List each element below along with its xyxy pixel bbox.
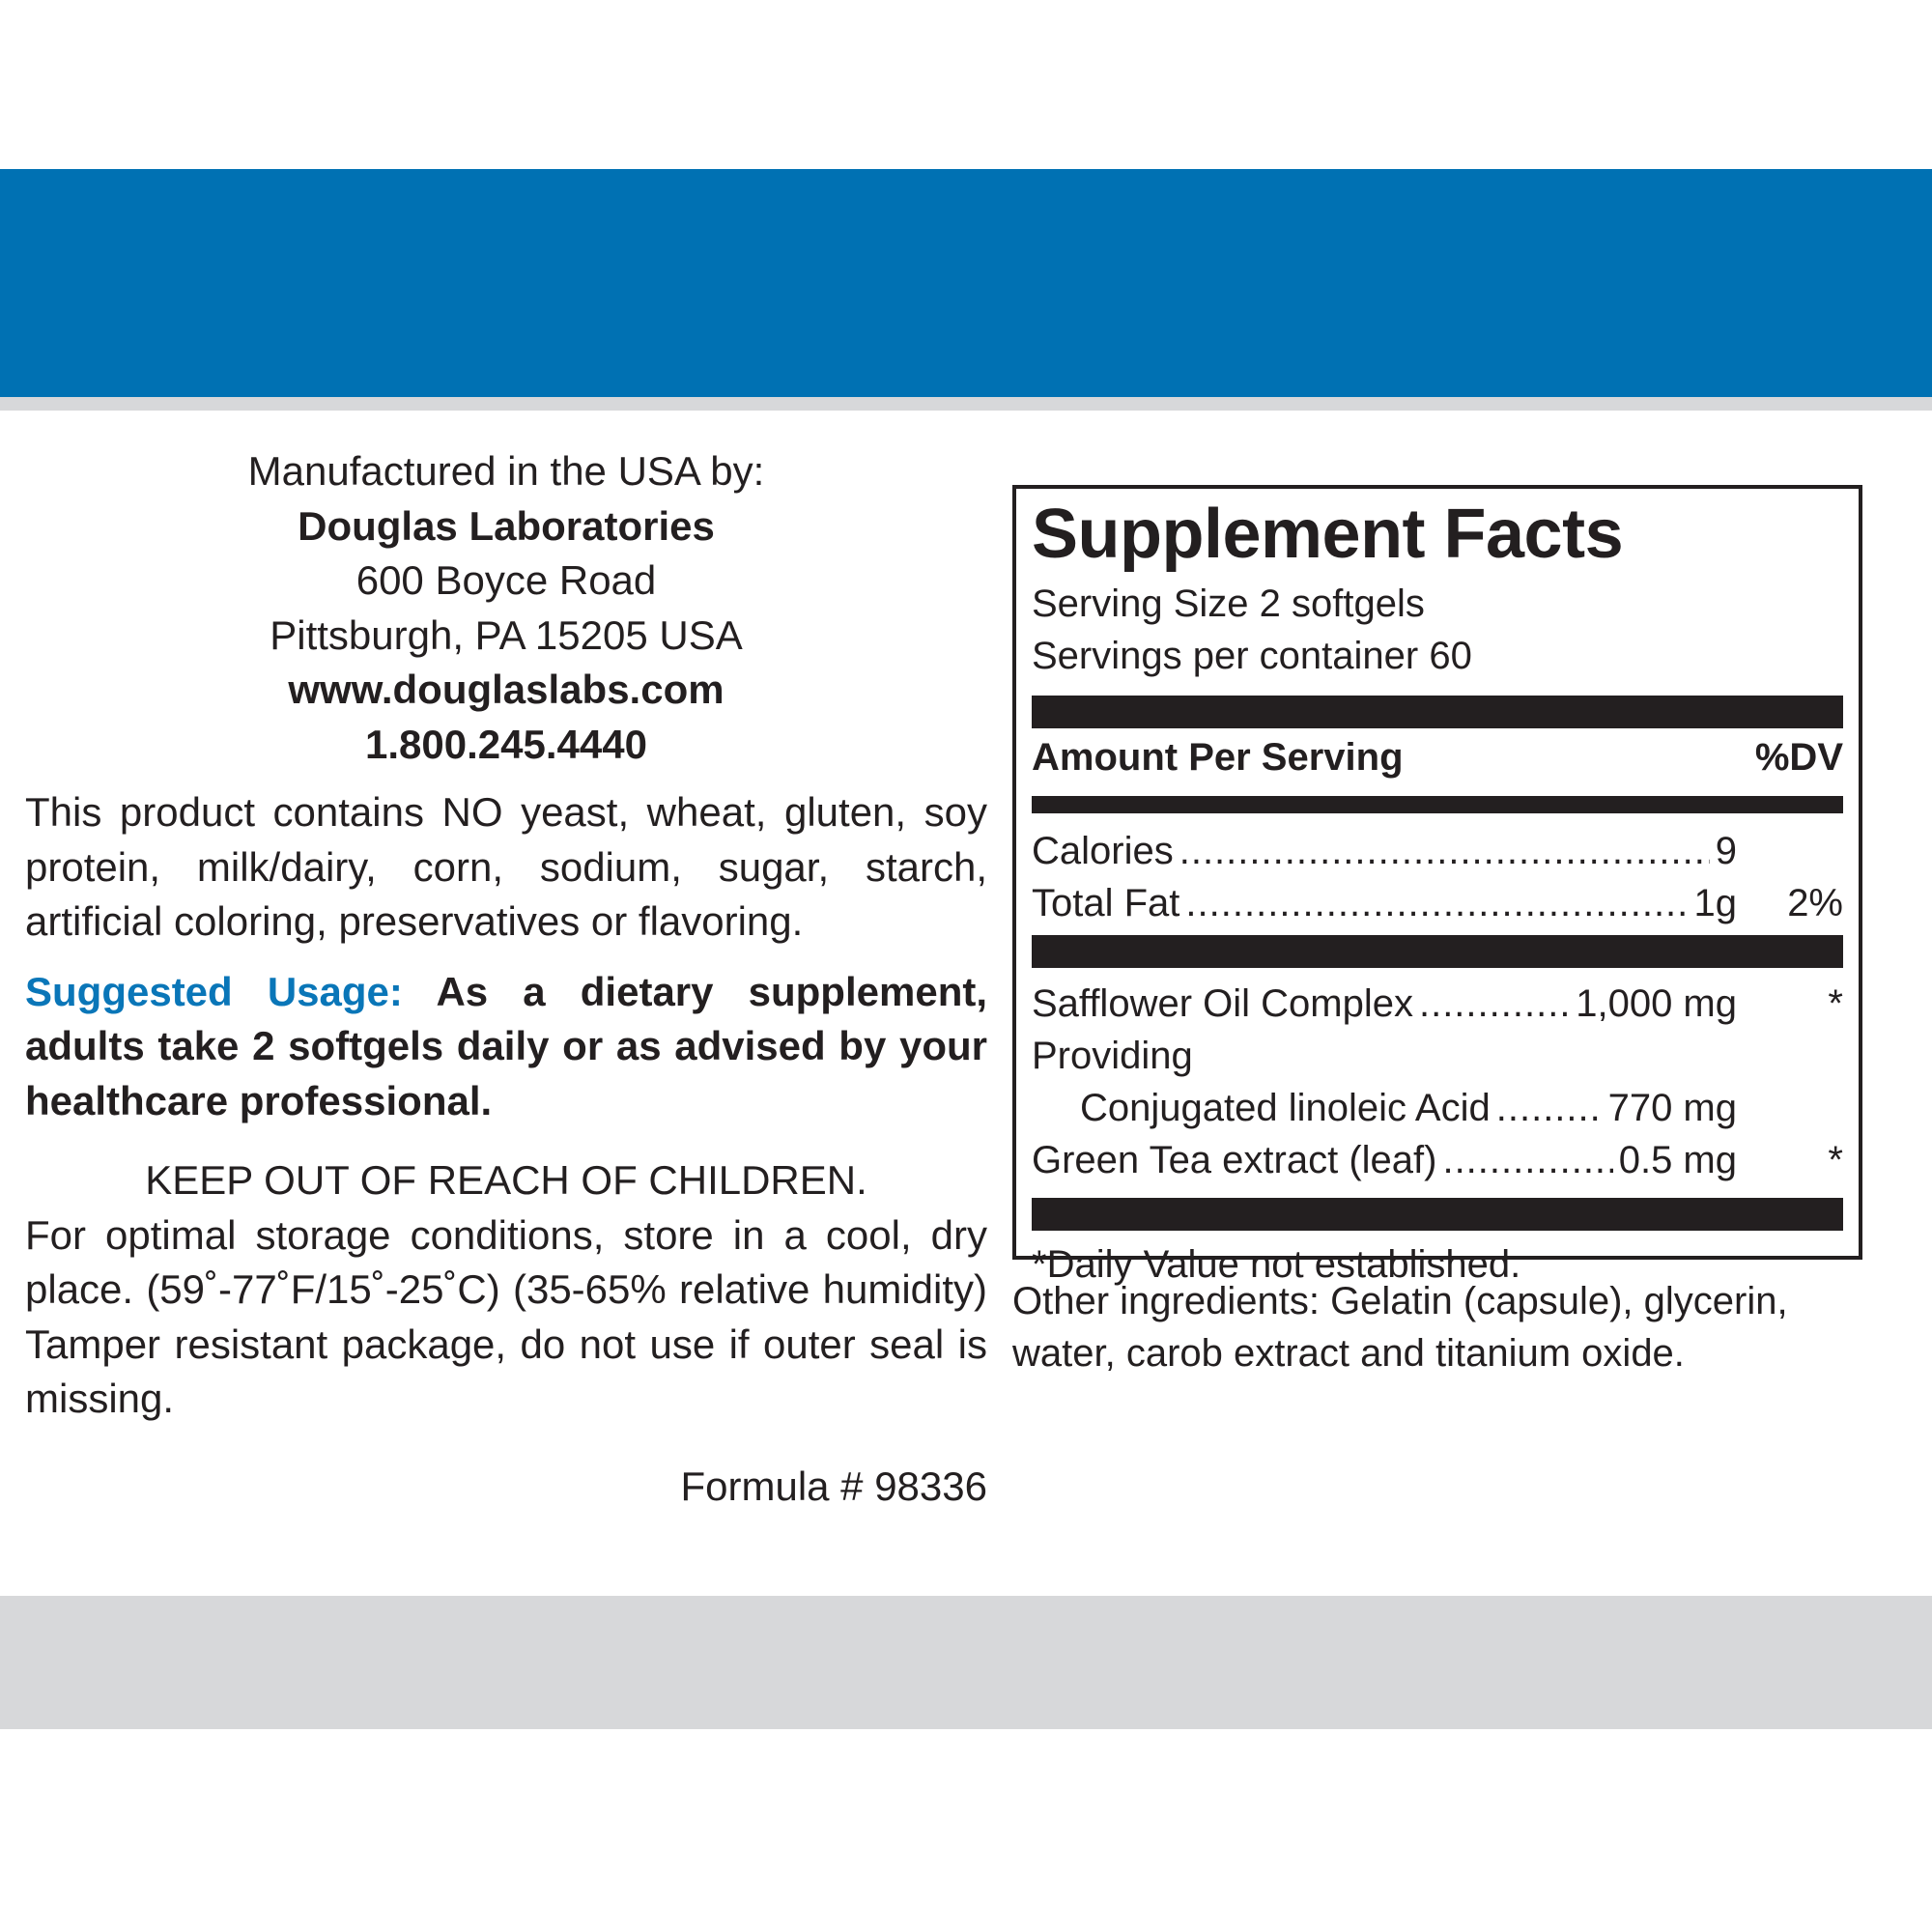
facts-divider-thick — [1032, 935, 1843, 968]
amount-per-serving-header — [1032, 728, 1843, 786]
leader-dots — [1442, 1134, 1612, 1186]
manufacturer-phone: 1.800.245.4440 — [365, 721, 647, 767]
storage-instructions: For optimal storage conditions, store in a cool, dry place. (59˚-77˚F/15˚-25˚C) (35-65% relative humidity) Tamper resistant package, do not use if outer seal is missing. — [25, 1211, 987, 1421]
facts-rows-bottom — [1032, 978, 1843, 1186]
facts-divider — [1032, 796, 1843, 813]
nutrient-amount: 9 — [1715, 830, 1737, 872]
nutrient-row — [1032, 877, 1843, 929]
nutrient-name: Providing — [1032, 1035, 1193, 1077]
serving-size: Serving Size 2 softgels — [1032, 582, 1425, 625]
contains-statement: This product contains NO yeast, wheat, gluten, soy protein, milk/dairy, corn, sodium, sugar, starch, artificial coloring, preservatives or flavoring. — [25, 789, 987, 944]
leader-dots — [1419, 978, 1570, 1030]
label-left-column — [25, 444, 987, 1514]
nutrient-row — [1032, 978, 1843, 1030]
suggested-usage — [25, 965, 987, 1129]
dv-header: %DV — [1754, 736, 1843, 779]
nutrient-row — [1032, 825, 1843, 877]
nutrient-name: Green Tea extract (leaf) — [1032, 1139, 1437, 1181]
grey-divider-strip — [0, 397, 1932, 411]
supplement-facts-panel — [1012, 485, 1862, 1286]
amount-header: Amount Per Serving — [1032, 736, 1404, 779]
nutrient-amount: 0.5 mg — [1618, 1139, 1737, 1181]
nutrient-row — [1032, 1134, 1843, 1186]
nutrient-name: Conjugated linoleic Acid — [1080, 1087, 1491, 1129]
leader-dots — [1185, 877, 1688, 929]
nutrient-dv: 2% — [1787, 882, 1843, 924]
manufacturer-address-line2: Pittsburgh, PA 15205 USA — [270, 611, 743, 658]
nutrient-row — [1032, 1082, 1843, 1134]
dv-footnote: *Daily Value not established. — [1032, 1243, 1521, 1286]
facts-title: Supplement Facts — [1032, 496, 1624, 573]
child-warning: KEEP OUT OF REACH OF CHILDREN. — [145, 1157, 867, 1203]
nutrient-dv: * — [1828, 982, 1843, 1025]
manufacturer-website: www.douglaslabs.com — [288, 667, 724, 712]
leader-dots — [1496, 1082, 1603, 1134]
nutrient-amount: 770 mg — [1607, 1087, 1737, 1129]
facts-divider-thick — [1032, 1198, 1843, 1231]
suggested-usage-label: Suggested Usage: — [25, 968, 403, 1014]
leader-dots — [1179, 825, 1710, 877]
manufacturer-intro: Manufactured in the USA by: — [247, 448, 765, 494]
nutrient-name: Calories — [1032, 830, 1174, 872]
manufacturer-name: Douglas Laboratories — [298, 502, 715, 549]
manufacturer-address-line1: 600 Boyce Road — [355, 557, 657, 603]
nutrient-dv: * — [1828, 1139, 1843, 1181]
manufacturer-block — [25, 444, 987, 772]
nutrient-name: Total Fat — [1032, 882, 1180, 924]
nutrient-amount: 1g — [1693, 882, 1737, 924]
facts-divider-thick — [1032, 696, 1843, 728]
servings-per-container: Servings per container 60 — [1032, 635, 1472, 677]
suggested-usage-text: As a dietary supplement, adults take 2 softgels daily or as advised by your healthcare professional. — [25, 968, 988, 1123]
nutrient-row — [1032, 1030, 1843, 1082]
nutrient-amount: 1,000 mg — [1576, 982, 1737, 1025]
header-blue-band — [0, 169, 1932, 397]
other-ingredients: Other ingredients: Gelatin (capsule), glycerin, water, carob extract and titanium oxide. — [1012, 1280, 1788, 1375]
nutrient-name: Safflower Oil Complex — [1032, 982, 1413, 1025]
facts-rows-top — [1032, 825, 1843, 929]
formula-number: Formula # 98336 — [680, 1463, 987, 1509]
footer-grey-band — [0, 1596, 1932, 1729]
